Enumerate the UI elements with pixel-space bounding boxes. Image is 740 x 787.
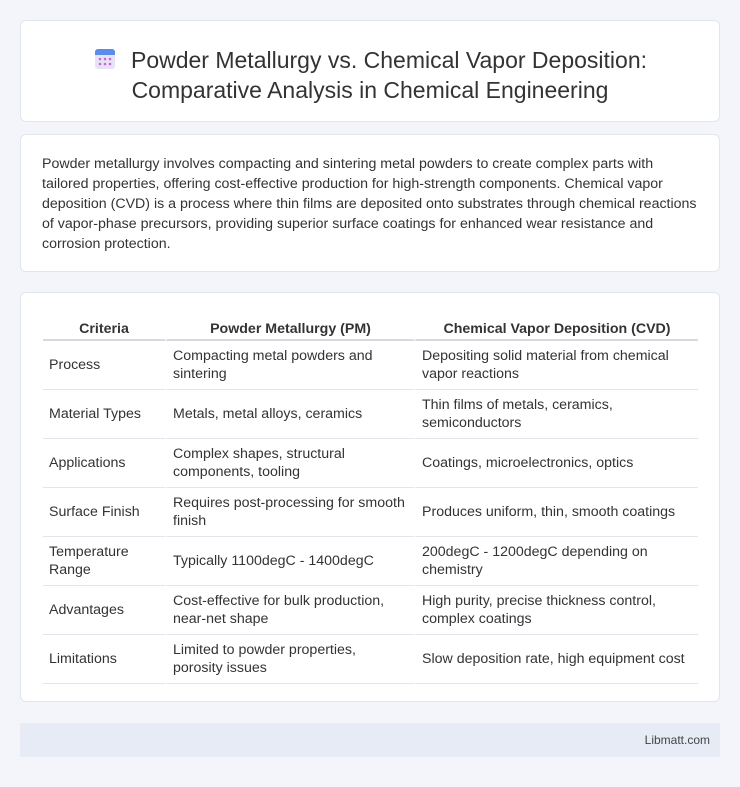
table-row bbox=[43, 635, 698, 684]
row-pm-value: Requires post-processing for smooth finish bbox=[165, 488, 414, 537]
table-header-row bbox=[43, 315, 698, 341]
row-criteria: Advantages bbox=[43, 586, 165, 635]
row-pm-value: Cost-effective for bulk production, near-net shape bbox=[165, 586, 414, 635]
document-list-icon bbox=[93, 47, 117, 71]
row-cvd-value: High purity, precise thickness control, complex coatings bbox=[414, 586, 698, 635]
table-row bbox=[43, 537, 698, 586]
row-criteria: Process bbox=[43, 341, 165, 390]
row-pm-value: Metals, metal alloys, ceramics bbox=[165, 390, 414, 439]
row-pm-value: Compacting metal powders and sintering bbox=[165, 341, 414, 390]
comparison-table-card bbox=[20, 292, 720, 702]
page-title bbox=[21, 45, 719, 105]
title-text-1: Powder Metallurgy vs. Chemical Vapor Deposition: bbox=[130, 47, 648, 73]
row-cvd-value: 200degC - 1200degC depending on chemistry bbox=[414, 537, 698, 586]
page-title-line-2: Comparative Analysis in Chemical Engineering bbox=[131, 77, 609, 103]
table-row bbox=[43, 390, 698, 439]
table-row bbox=[43, 439, 698, 488]
row-cvd-value: Depositing solid material from chemical vapor reactions bbox=[414, 341, 698, 390]
page-title-line-1 bbox=[21, 45, 719, 75]
row-pm-value: Limited to powder properties, porosity issues bbox=[165, 635, 414, 684]
row-pm-value: Typically 1100degC - 1400degC bbox=[165, 537, 414, 586]
table-row bbox=[43, 586, 698, 635]
comparison-table bbox=[43, 315, 698, 684]
header-cvd: Chemical Vapor Deposition (CVD) bbox=[414, 315, 698, 341]
row-criteria: Temperature Range bbox=[43, 537, 165, 586]
row-criteria: Applications bbox=[43, 439, 165, 488]
row-criteria: Material Types bbox=[43, 390, 165, 439]
row-criteria: Limitations bbox=[43, 635, 165, 684]
table-row bbox=[43, 341, 698, 390]
row-cvd-value: Slow deposition rate, high equipment cost bbox=[414, 635, 698, 684]
footer-brand: Libmatt.com bbox=[644, 733, 710, 747]
row-cvd-value: Produces uniform, thin, smooth coatings bbox=[414, 488, 698, 537]
row-cvd-value: Coatings, microelectronics, optics bbox=[414, 439, 698, 488]
row-criteria: Surface Finish bbox=[43, 488, 165, 537]
table-row bbox=[43, 488, 698, 537]
row-pm-value: Complex shapes, structural components, tooling bbox=[165, 439, 414, 488]
description-card bbox=[20, 134, 720, 272]
header-pm: Powder Metallurgy (PM) bbox=[165, 315, 414, 341]
title-card bbox=[20, 20, 720, 122]
row-cvd-value: Thin films of metals, ceramics, semiconductors bbox=[414, 390, 698, 439]
footer-bar bbox=[20, 723, 720, 757]
header-criteria: Criteria bbox=[43, 315, 165, 341]
description-text: Powder metallurgy involves compacting and sintering metal powders to create complex parts with tailored properties, offering cost-effective production for high-strength components. Chemical vapor deposition (CVD) is a process where thin films are deposited onto substrates through chemical reactions of vapor-phase precursors, providing superior surface coatings for enhanced wear resistance and corrosion protection. bbox=[42, 156, 697, 252]
